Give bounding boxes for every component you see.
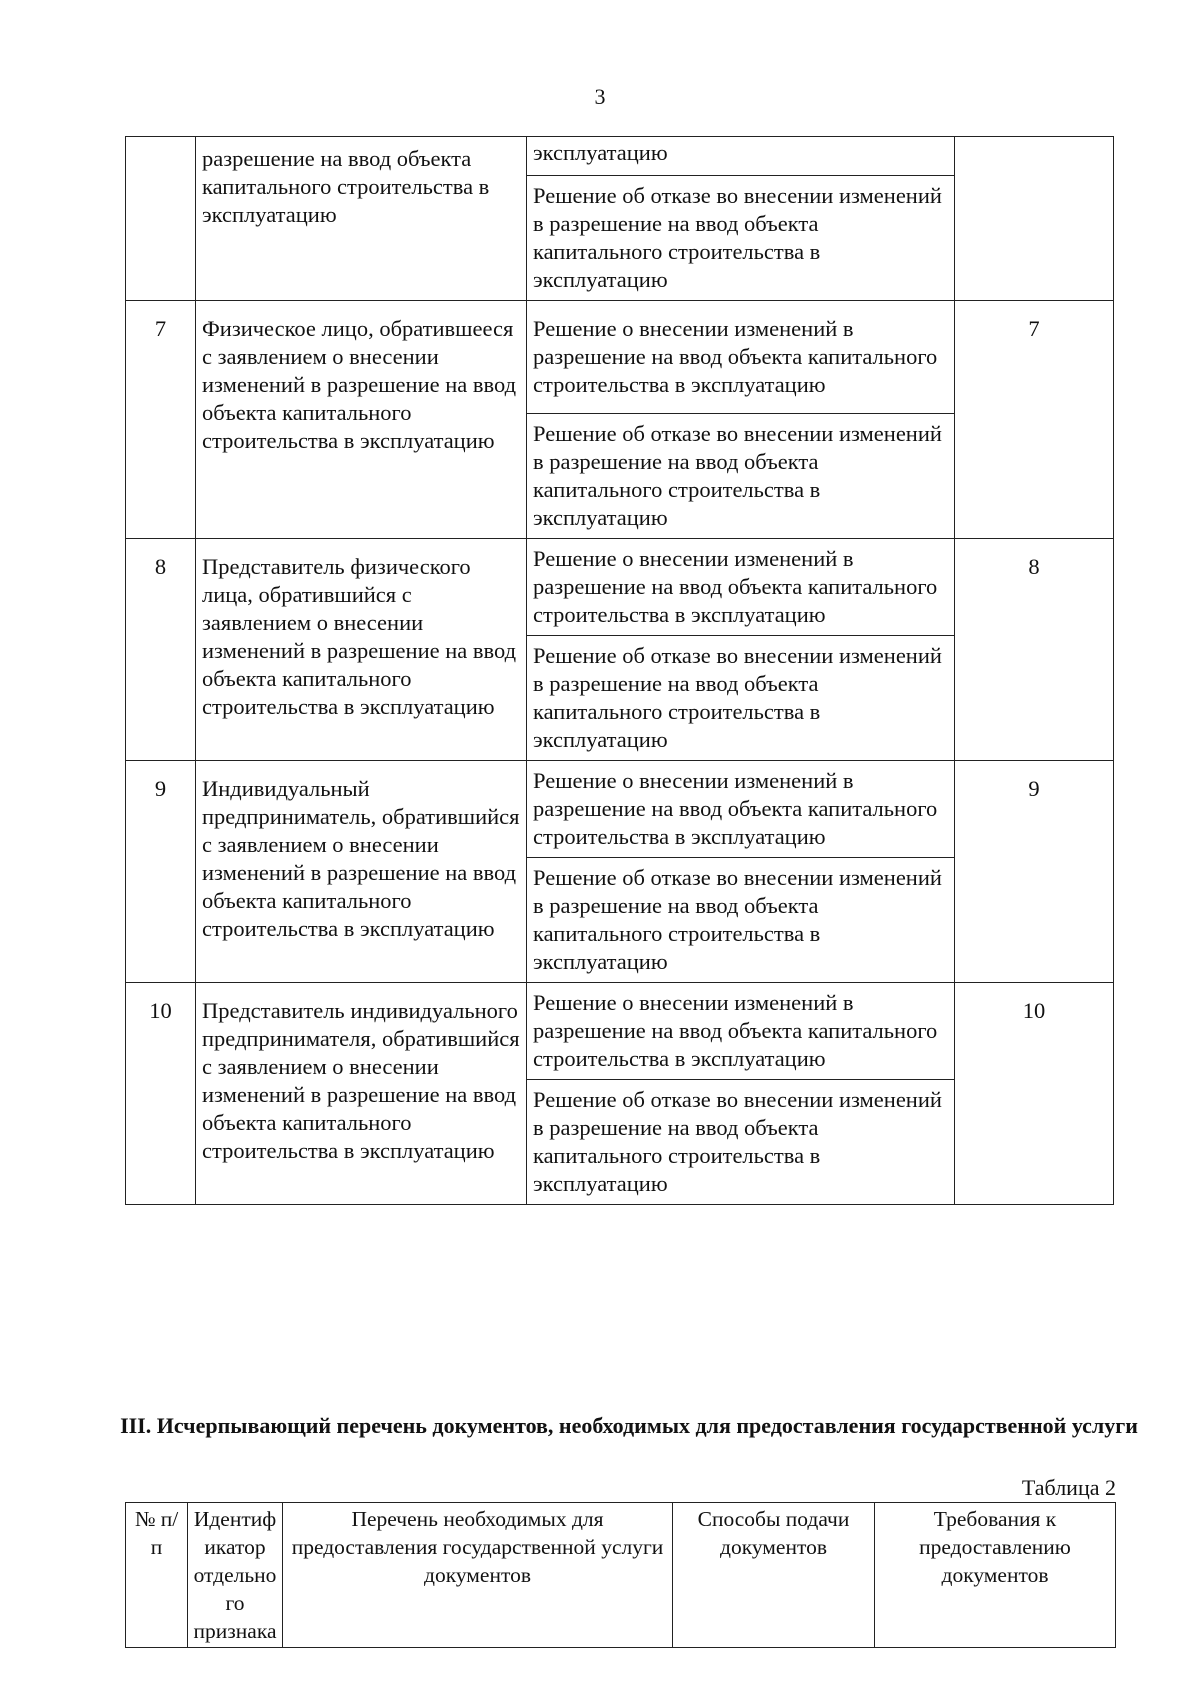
cell-applicant: Представитель физического лица, обратившийся с заявлением о внесении изменений в разрешение на ввод объекта капитального строительства в эксплуатацию	[196, 539, 527, 761]
cell-variant: 10	[955, 983, 1114, 1205]
cell-decision-approve: Решение о внесении изменений в разрешение на ввод объекта капитального строительства в эксплуатацию	[527, 761, 955, 858]
table-row	[126, 761, 1114, 858]
cell-variant-empty	[955, 137, 1114, 301]
cell-applicant: Физическое лицо, обратившееся с заявлением о внесении изменений в разрешение на ввод объекта капитального строительства в эксплуатацию	[196, 301, 527, 539]
cell-variant: 7	[955, 301, 1114, 539]
cell-num: 8	[126, 539, 196, 761]
cell-decision-tail: эксплуатацию	[527, 137, 955, 176]
cell-decision-refusal: Решение об отказе во внесении изменений в разрешение на ввод объекта капитального строительства в эксплуатацию	[527, 636, 955, 761]
cell-decision-refusal: Решение об отказе во внесении изменений в разрешение на ввод объекта капитального строительства в эксплуатацию	[527, 176, 955, 301]
cell-decision-approve: Решение о внесении изменений в разрешение на ввод объекта капитального строительства в эксплуатацию	[527, 983, 955, 1080]
table-row-continuation	[126, 137, 1114, 176]
cell-variant: 9	[955, 761, 1114, 983]
header-documents-list: Перечень необходимых для предоставления государственной услуги документов	[283, 1503, 673, 1648]
cell-decision-approve: Решение о внесении изменений в разрешение на ввод объекта капитального строительства в эксплуатацию	[527, 301, 955, 414]
cell-applicant: Представитель индивидуального предпринимателя, обратившийся с заявлением о внесении изменений в разрешение на ввод объекта капитального строительства в эксплуатацию	[196, 983, 527, 1205]
table-row	[126, 539, 1114, 636]
header-requirements: Требования к предоставлению документов	[875, 1503, 1116, 1648]
header-identifier: Идентиф икатор отдельно го признака	[188, 1503, 283, 1648]
table-row	[126, 301, 1114, 414]
table-label: Таблица 2	[1021, 1475, 1116, 1500]
cell-num: 10	[126, 983, 196, 1205]
section-heading: III. Исчерпывающий перечень документов, необходимых для предоставления государственной услуги	[120, 1413, 1138, 1438]
cell-applicant: разрешение на ввод объекта капитального строительства в эксплуатацию	[196, 137, 527, 301]
cell-num-empty	[126, 137, 196, 301]
table-header-row	[126, 1503, 1116, 1648]
cell-num: 9	[126, 761, 196, 983]
documents-table	[125, 1502, 1116, 1648]
page-number: 3	[594, 84, 606, 109]
cell-applicant: Индивидуальный предприниматель, обратившийся с заявлением о внесении изменений в разрешение на ввод объекта капитального строительства в эксплуатацию	[196, 761, 527, 983]
table-row	[126, 983, 1114, 1080]
cell-decision-refusal: Решение об отказе во внесении изменений в разрешение на ввод объекта капитального строительства в эксплуатацию	[527, 1080, 955, 1205]
cell-num: 7	[126, 301, 196, 539]
cell-variant: 8	[955, 539, 1114, 761]
cell-decision-approve: Решение о внесении изменений в разрешение на ввод объекта капитального строительства в эксплуатацию	[527, 539, 955, 636]
header-submission-methods: Способы подачи документов	[673, 1503, 875, 1648]
cell-decision-refusal: Решение об отказе во внесении изменений в разрешение на ввод объекта капитального строительства в эксплуатацию	[527, 858, 955, 983]
cell-decision-refusal: Решение об отказе во внесении изменений в разрешение на ввод объекта капитального строительства в эксплуатацию	[527, 414, 955, 539]
applicants-table	[125, 136, 1114, 1205]
header-num: № п/п	[126, 1503, 188, 1648]
